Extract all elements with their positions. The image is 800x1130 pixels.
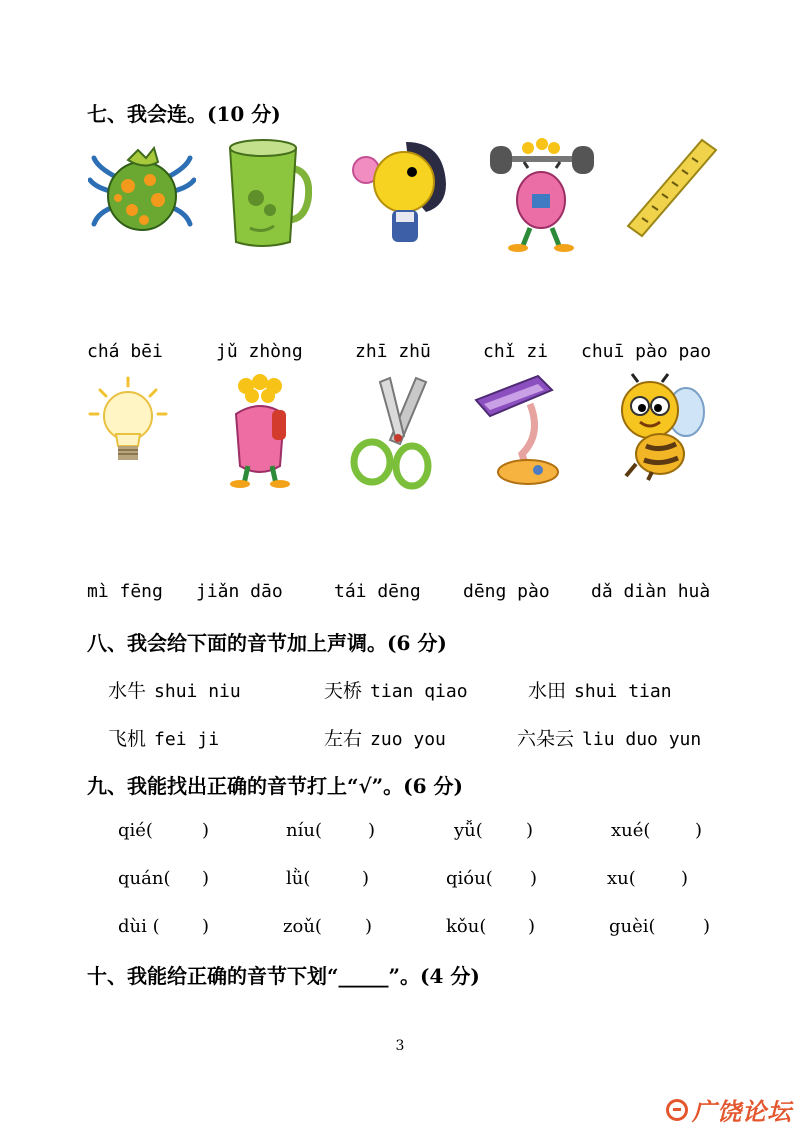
pinyin-label: dǎ diàn huà [591,581,711,602]
answer-blank[interactable]: ) [365,916,373,937]
scissors-icon [350,374,434,496]
choice-item [118,916,218,937]
tone-item [324,676,468,703]
pinyin-label: dēng pào [463,581,550,602]
pinyin-label: chá bēi [87,341,163,362]
phone-caller-icon [222,374,298,494]
choice-item [446,868,546,889]
syllable: xu( [607,868,636,889]
syllable: níu( [286,820,322,841]
choice-item [286,820,386,841]
desk-lamp-icon [472,374,562,494]
hanzi: 左右 [324,728,363,750]
tone-item [517,724,701,751]
syllable: zoǔ( [283,916,322,937]
pinyin: shui tian [574,681,672,702]
watermark-logo [666,1092,792,1127]
answer-blank[interactable]: ) [202,820,210,841]
answer-blank[interactable]: ) [530,868,538,889]
pinyin-label: zhī zhū [355,341,431,362]
page-number: 3 [395,1038,405,1054]
hanzi: 天桥 [324,680,363,702]
pinyin: liu duo yun [582,729,702,750]
watermark-mark-icon [666,1099,688,1121]
pinyin-label: chǐ zi [483,341,549,362]
pinyin-label: jǔ zhòng [216,341,303,362]
syllable: qié( [118,820,153,841]
answer-blank[interactable]: ) [202,868,210,889]
row2-pinyin-labels [0,581,800,605]
tone-item [108,676,241,703]
pinyin-label: tái dēng [334,581,421,602]
pinyin: zuo you [370,729,446,750]
choice-item [286,868,386,889]
answer-blank[interactable]: ) [703,916,711,937]
syllable: guèi( [609,916,656,937]
answer-blank[interactable]: ) [526,820,534,841]
answer-blank[interactable]: ) [368,820,376,841]
cup-icon [226,138,312,254]
pinyin: fei ji [154,729,220,750]
ruler-icon [626,138,718,244]
answer-blank[interactable]: ) [528,916,536,937]
choice-item [446,916,546,937]
watermark-text: 广饶论坛 [692,1097,792,1126]
tone-item [528,676,672,703]
pinyin: shui niu [154,681,241,702]
syllable: kǒu( [446,916,487,937]
syllable: yǚ( [454,820,483,841]
section-9-title: 九、我能找出正确的音节打上“√”。(6 分) [87,774,463,798]
lightbulb-icon [88,376,168,472]
pinyin-label: jiǎn dāo [196,581,283,602]
tone-item [108,724,219,751]
syllable: dùi ( [118,916,160,937]
pinyin-label: mì fēng [87,581,163,602]
section-8-title: 八、我会给下面的音节加上声调。(6 分) [87,631,447,655]
choice-item [118,820,218,841]
syllable: quán( [118,868,171,889]
weightlifter-icon [488,138,596,258]
syllable: qióu( [446,868,493,889]
pinyin: tian qiao [370,681,468,702]
choice-item [611,820,711,841]
answer-blank[interactable]: ) [681,868,689,889]
choice-item [454,820,554,841]
row1-pinyin-labels [0,341,800,365]
answer-blank[interactable]: ) [695,820,703,841]
hanzi: 飞机 [108,728,147,750]
hanzi: 水田 [528,680,567,702]
answer-blank[interactable]: ) [362,868,370,889]
bubble-gum-icon [352,136,452,254]
choice-item [607,868,707,889]
choice-item [283,916,383,937]
pinyin-label: chuī pào pao [581,341,712,362]
answer-blank[interactable]: ) [202,916,210,937]
syllable: xué( [611,820,651,841]
tone-item [324,724,446,751]
bee-icon [608,372,708,486]
section-10-title: 十、我能给正确的音节下划“_____”。(4 分) [87,964,480,988]
hanzi: 水牛 [108,680,147,702]
section-7-title: 七、我会连。(10 分) [87,102,281,126]
syllable: lǜ( [286,868,311,889]
choice-item [609,916,709,937]
hanzi: 六朵云 [517,728,575,750]
bug-icon [88,140,196,244]
choice-item [118,868,218,889]
